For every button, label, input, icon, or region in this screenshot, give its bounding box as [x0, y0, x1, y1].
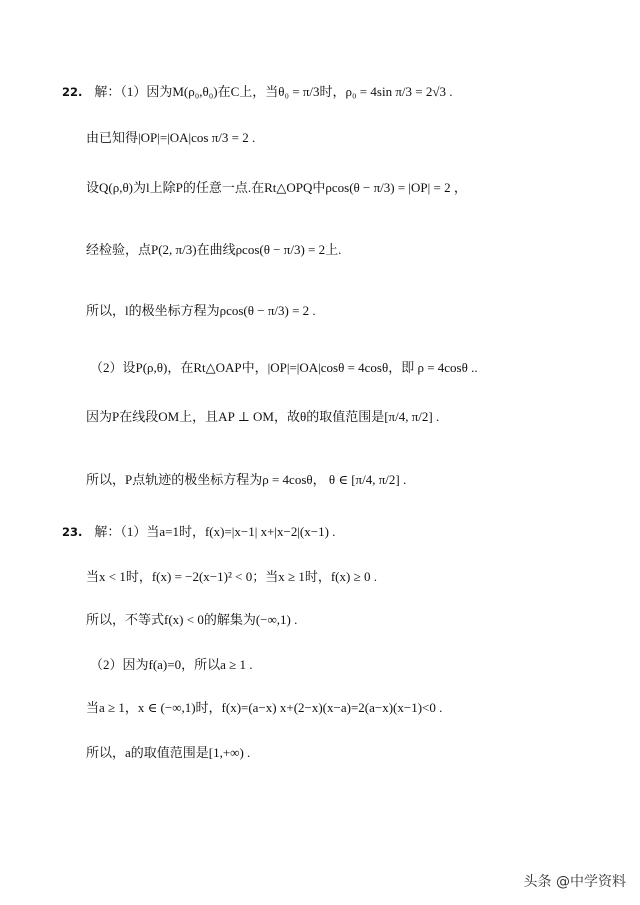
- q23-line-3: 所以，不等式f(x) < 0的解集为(−∞,1) .: [86, 612, 298, 627]
- q23-line-6: 所以，a的取值范围是[1,+∞) .: [86, 745, 251, 760]
- q23-line-1-text: 解：（1）当a=1时，f(x)=|x−1| x+|x−2|(x−1) .: [94, 524, 336, 539]
- q22-line-2: 由已知得|OP|=|OA|cos π/3 = 2 .: [86, 130, 256, 145]
- q22-line-3: 设Q(ρ,θ)为l上除P的任意一点.在Rt△OPQ中ρcos(θ − π/3) = |OP| = 2 ，: [86, 180, 467, 195]
- q22-line-7: 因为P在线段OM上，且AP ⊥ OM，故θ的取值范围是[π/4, π/2] .: [86, 409, 440, 424]
- watermark: 头条 @中学资料: [523, 874, 626, 890]
- q23-line-2: 当x < 1时，f(x) = −2(x−1)² < 0；当x ≥ 1时，f(x) ≥ 0 .: [86, 569, 377, 584]
- q22-number: 22.: [62, 85, 83, 99]
- q23-number: 23.: [62, 525, 83, 539]
- q22-line-6: （2）设P(ρ,θ)，在Rt△OAP中，|OP|=|OA|cosθ = 4cosθ，即 ρ = 4cosθ ..: [90, 360, 478, 375]
- q22-line-1: [62, 82, 452, 102]
- q23-line-1: [62, 522, 335, 542]
- q22-line-5: 所以，l的极坐标方程为ρcos(θ − π/3) = 2 .: [86, 303, 316, 318]
- q23-line-4: （2）因为f(a)=0，所以a ≥ 1 .: [90, 657, 253, 672]
- q22-line-8: 所以，P点轨迹的极坐标方程为ρ = 4cosθ， θ ∈ [π/4, π/2] .: [86, 472, 407, 487]
- q22-line-1-text: 解：（1）因为M(ρ₀,θ₀)在C上，当θ₀ = π/3时，ρ₀ = 4sin π/3 = 2√3 .: [94, 84, 453, 99]
- q23-line-5: 当a ≥ 1，x ∈ (−∞,1)时，f(x)=(a−x) x+(2−x)(x−a)=2(a−x)(x−1)<0 .: [86, 700, 443, 715]
- q22-line-4: 经检验，点P(2, π/3)在曲线ρcos(θ − π/3) = 2上.: [86, 242, 342, 257]
